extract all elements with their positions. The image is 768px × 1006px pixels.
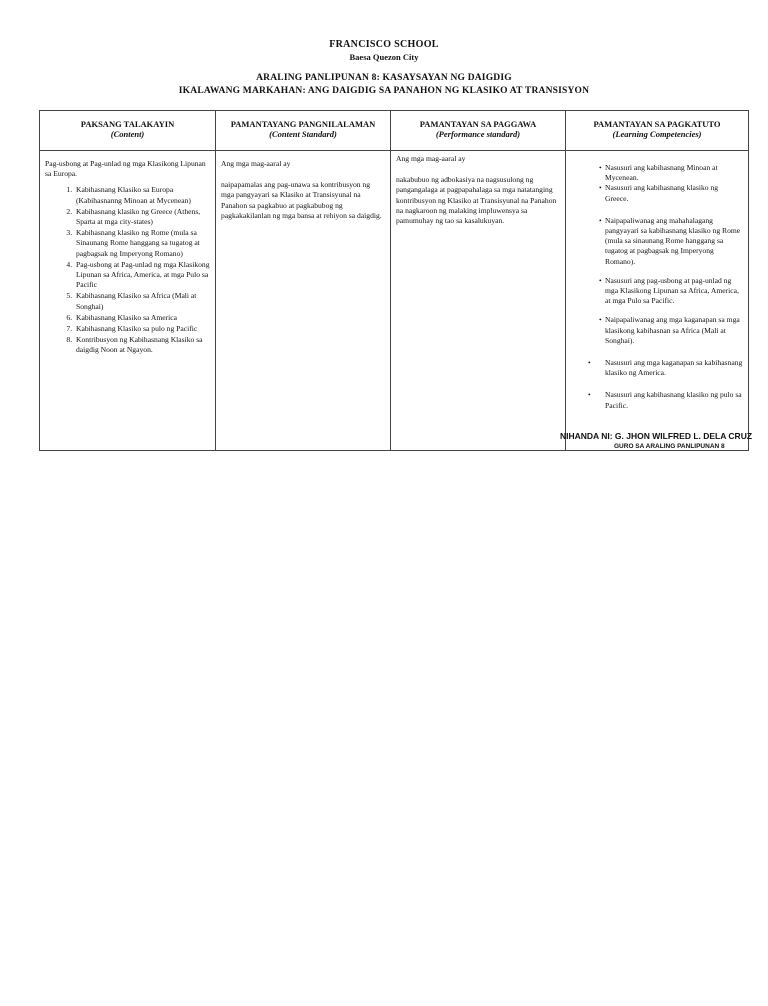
school-name: FRANCISCO SCHOOL: [329, 39, 439, 50]
bullet-icon: •: [588, 358, 591, 368]
competency-item: • Naipapaliwanag ang mahahalagang pangyayari sa kabihasnang klasiko ng Rome (mula sa sinaunang Rome hanggang sa tugatog at pagbagsak ng Imperyong Romano).: [599, 215, 741, 266]
school-location: Baesa Quezon City: [349, 52, 419, 62]
table-header-row: [40, 111, 749, 151]
competency-item: • Nasusuri ang mga kaganapan sa kabihasnang klasiko ng America.: [588, 358, 743, 378]
content-standard-text: naipapamalas ang pag-unawa sa kontribusyon ng mga pangyayari sa Klasiko at Transisyunal na Panahon sa pagkabuo at pagkabubog ng pagkakakilanlan ng mga bansa at rehiyon sa daigdig.: [221, 180, 382, 220]
topic-item: 6. Kabihasnang Klasiko sa America: [74, 313, 210, 323]
bullet-icon: •: [599, 183, 602, 193]
column-header-content-standard: PAMANTAYANG PANGNILALAMAN (Content Standard): [216, 111, 391, 151]
competency-item: • Nasusuri ang kabihasnang klasiko ng pulo sa Pacific.: [588, 390, 742, 410]
content-standard-intro: Ang mga mag-aaral ay: [221, 159, 291, 168]
topic-item: 7. Kabihasnang Klasiko sa pulo ng Pacific: [74, 324, 210, 334]
topic-item: 4. Pag-usbong at Pag-unlad ng mga Klasikong Lipunan sa Africa, America, at mga Pulo sa Pacific: [74, 260, 210, 291]
teacher-position: GURO SA ARALING PANLIPUNAN 8: [614, 443, 725, 450]
content-cell: [40, 151, 216, 451]
competency-item: • Nasusuri ang kabihasnang klasiko ng Greece.: [599, 183, 719, 203]
curriculum-table: [39, 110, 749, 451]
competencies-cell: [566, 151, 749, 451]
performance-standard-intro: Ang mga mag-aaral ay: [396, 154, 466, 163]
subject-title: ARALING PANLIPUNAN 8: KASAYSAYAN NG DAIGDIG: [256, 73, 512, 83]
content-intro: Pag-usbong at Pag-unlad ng mga Klasikong Lipunan sa Europa.: [45, 159, 206, 179]
bullet-icon: •: [588, 390, 591, 400]
bullet-icon: •: [599, 215, 602, 225]
bullet-icon: •: [599, 275, 602, 285]
competency-item: • Naipapaliwanag ang mga kaganapan sa mga klasikong kabihasnan sa Africa (Mali at Songhai).: [599, 315, 740, 345]
column-header-content: PAKSANG TALAKAYIN (Content): [40, 111, 216, 151]
content-standard-cell: [216, 151, 391, 451]
table-body-row: [40, 151, 749, 451]
competency-item: • Nasusuri ang kabihasnang Minoan at Mycenean.: [599, 163, 718, 183]
quarter-title: IKALAWANG MARKAHAN: ANG DAIGDIG SA PANAHON NG KLASIKO AT TRANSISYON: [178, 86, 590, 96]
topic-item: 1. Kabihasnang Klasiko sa Europa (Kabihasnanng Minoan at Mycenean): [74, 185, 210, 205]
prepared-by: NIHANDA NI: G. JHON WILFRED L. DELA CRUZ: [560, 431, 753, 441]
topic-list: [45, 185, 210, 355]
performance-standard-text: nakabubuo ng adbokasiya na nagsusulong ng pangangalaga at pagpapahalaga sa mga natatanging kontribusyon ng Klasiko at Transisyunal na Panahon na nagkaroon ng malaking impluwensya sa pamumuhay ng tao sa kasalukuyan.: [396, 175, 557, 226]
column-header-learning-competencies: PAMANTAYAN SA PAGKATUTO (Learning Competencies): [566, 111, 749, 151]
performance-standard-cell: [391, 151, 566, 451]
competency-item: • Nasusuri ang pag-usbong at pag-unlad ng mga Klasikong Lipunan sa Africa, America, at mga Pulo sa Pacific.: [599, 275, 739, 306]
topic-item: 5. Kabihasnang Klasiko sa Africa (Mali at Songhai): [74, 291, 210, 311]
topic-item: 2. Kabihasnang klasiko ng Greece (Athens, Sparta at mga city-states): [74, 207, 210, 227]
topic-item: 3. Kabihasnang klasiko ng Rome (mula sa Sinaunang Rome hanggang sa tugatog at pagbagsak ng Imperyong Romano): [74, 228, 210, 259]
column-header-performance-standard: PAMANTAYAN SA PAGGAWA (Performance standard): [391, 111, 566, 151]
bullet-icon: •: [599, 315, 602, 325]
topic-item: 8. Kontribusyon ng Kabihasnang Klasiko sa daigdig Noon at Ngayon.: [74, 335, 210, 355]
bullet-icon: •: [599, 163, 602, 172]
competency-list: [571, 163, 743, 411]
